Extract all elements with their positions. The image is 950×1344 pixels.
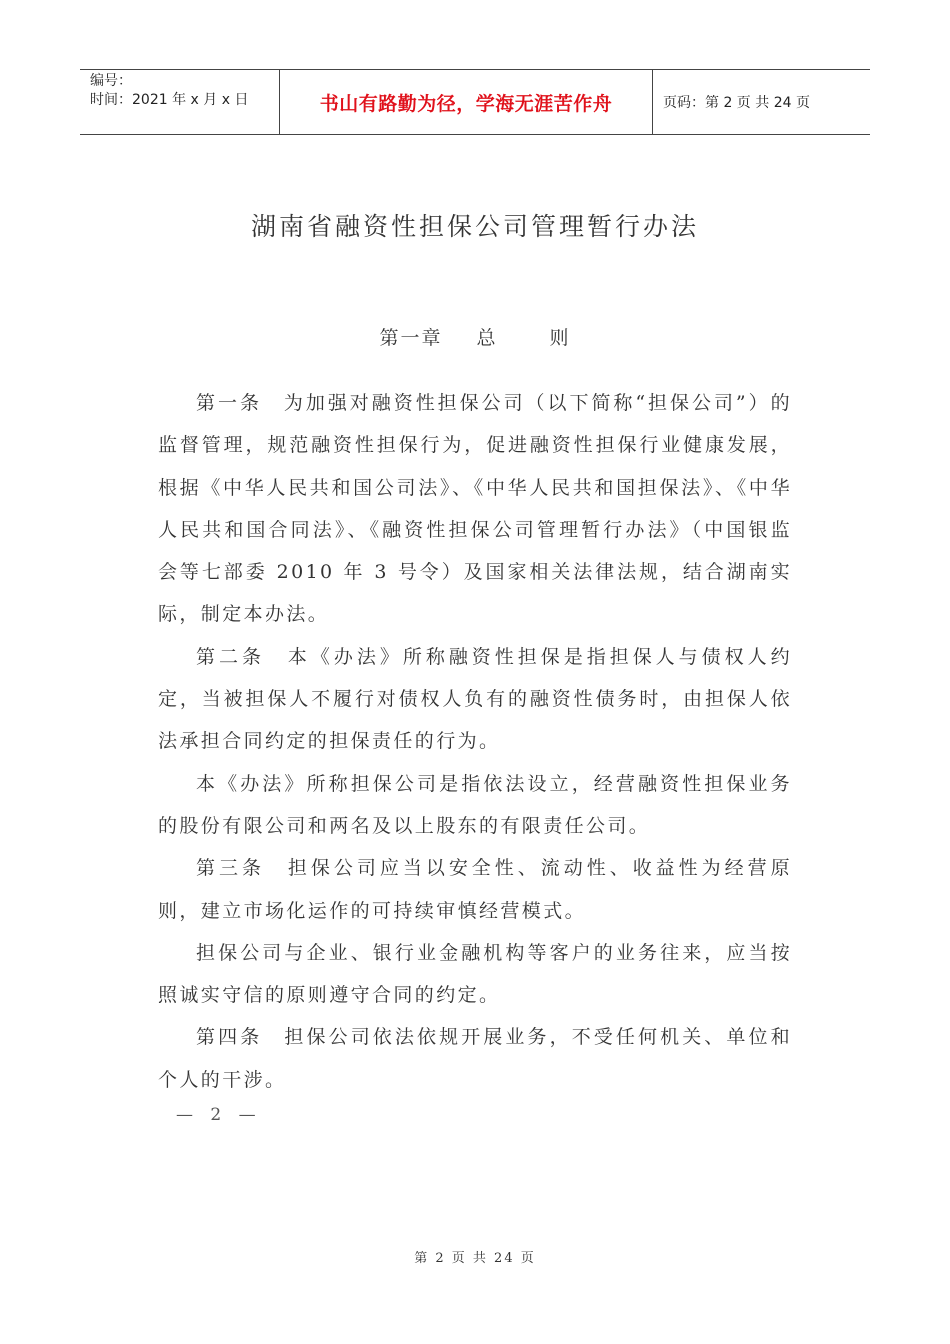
paragraph: 第一条 为加强对融资性担保公司（以下简称“担保公司”）的监督管理，规范融资性担保行为，促进融资性担保行业健康发展，根据《中华人民共和国公司法》、《中华人民共和国担保法》、《中华人民共和国合同法》、《融资性担保公司管理暂行办法》（中国银监会等七部委 2010 年 3 号令）及国家相关法律法规，结合湖南实际，制定本办法。 bbox=[158, 392, 792, 626]
header-page-info: 页码：第 2 页 共 24 页 bbox=[663, 95, 810, 111]
paragraph: 第四条 担保公司依法依规开展业务，不受任何机关、单位和个人的干涉。 bbox=[158, 1026, 792, 1091]
paragraph: 第三条 担保公司应当以安全性、流动性、收益性为经营原则，建立市场化运作的可持续审慎经营模式。 bbox=[158, 857, 792, 922]
inline-page-number: — 2 — bbox=[176, 1105, 262, 1125]
chapter-number: 第一章 bbox=[379, 327, 443, 349]
paragraph: 第二条 本《办法》所称融资性担保是指担保人与债权人约定，当被担保人不履行对债权人负有的融资性债务时，由担保人依法承担合同约定的担保责任的行为。 bbox=[158, 645, 792, 753]
time-label: 时间：2021 年 x 月 x 日 bbox=[90, 92, 249, 108]
serial-label: 编号： bbox=[90, 73, 132, 89]
document-title: 湖南省融资性担保公司管理暂行办法 bbox=[250, 212, 699, 241]
chapter-word-2: 则 bbox=[549, 327, 571, 349]
page-header bbox=[80, 69, 870, 135]
header-meta bbox=[80, 70, 280, 134]
chapter-word-1: 总 bbox=[476, 327, 498, 349]
body-text bbox=[158, 382, 792, 1101]
paragraph: 担保公司与企业、银行业金融机构等客户的业务往来，应当按照诚实守信的原则遵守合同的约定。 bbox=[158, 941, 792, 1007]
chapter-heading bbox=[0, 323, 950, 350]
header-motto: 书山有路勤为径，学海无涯苦作舟 bbox=[280, 70, 653, 134]
footer-page-number: 第 2 页 共 24 页 bbox=[414, 1251, 536, 1266]
paragraph: 本《办法》所称担保公司是指依法设立，经营融资性担保业务的股份有限公司和两名及以上股东的有限责任公司。 bbox=[158, 772, 792, 837]
